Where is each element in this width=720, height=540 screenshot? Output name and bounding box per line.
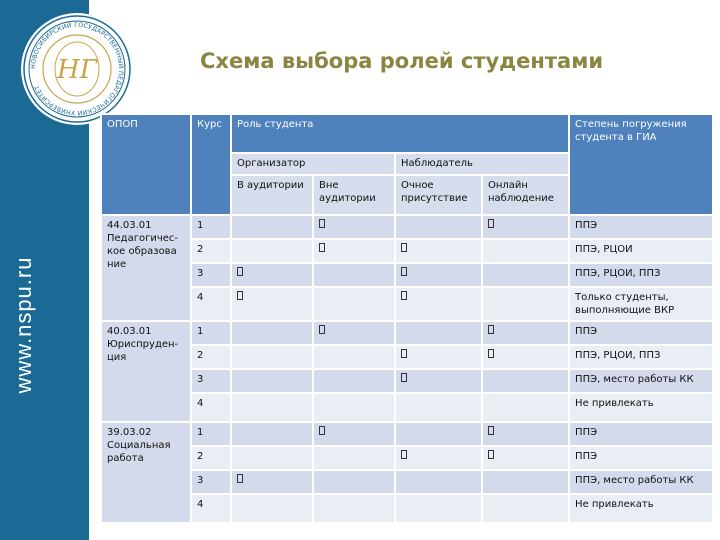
role-mark-cell — [313, 215, 395, 239]
role-mark-cell — [231, 321, 313, 345]
checkmark-icon — [237, 291, 243, 300]
header-organizer: Организатор — [231, 153, 395, 175]
header-out-room: Вне аудитории — [313, 175, 395, 215]
role-mark-cell — [231, 345, 313, 369]
role-mark-cell — [482, 446, 569, 470]
checkmark-icon — [319, 325, 325, 334]
role-mark-cell — [313, 494, 395, 523]
header-degree: Степень погружения студента в ГИА — [569, 114, 713, 215]
role-mark-cell — [482, 215, 569, 239]
role-mark-cell — [395, 239, 482, 263]
table-row — [101, 345, 713, 369]
role-mark-cell — [231, 494, 313, 523]
role-mark-cell — [395, 287, 482, 321]
role-mark-cell — [313, 345, 395, 369]
role-mark-cell — [395, 263, 482, 287]
role-mark-cell — [313, 446, 395, 470]
role-mark-cell — [482, 470, 569, 494]
roles-table — [100, 113, 714, 524]
role-mark-cell — [231, 263, 313, 287]
course-cell: 2 — [191, 345, 231, 369]
checkmark-icon — [488, 219, 494, 228]
role-mark-cell — [395, 494, 482, 523]
university-logo — [21, 13, 133, 125]
header-in-room: В аудитории — [231, 175, 313, 215]
role-mark-cell — [313, 470, 395, 494]
checkmark-icon — [237, 474, 243, 483]
role-mark-cell — [313, 393, 395, 422]
role-mark-cell — [482, 369, 569, 393]
checkmark-icon — [401, 373, 407, 382]
checkmark-icon — [488, 450, 494, 459]
table-row — [101, 446, 713, 470]
degree-cell: ППЭ, место работы КК — [569, 470, 713, 494]
table-row — [101, 263, 713, 287]
degree-cell: ППЭ — [569, 321, 713, 345]
table-row — [101, 287, 713, 321]
degree-cell: ППЭ, РЦОИ — [569, 239, 713, 263]
checkmark-icon — [319, 219, 325, 228]
role-mark-cell — [313, 422, 395, 446]
role-mark-cell — [482, 494, 569, 523]
degree-cell: ППЭ — [569, 422, 713, 446]
role-mark-cell — [231, 239, 313, 263]
role-mark-cell — [395, 393, 482, 422]
role-mark-cell — [231, 470, 313, 494]
role-mark-cell — [313, 369, 395, 393]
role-mark-cell — [395, 321, 482, 345]
degree-cell: Не привлекать — [569, 494, 713, 523]
header-course: Курс — [191, 114, 231, 215]
role-mark-cell — [231, 446, 313, 470]
checkmark-icon — [319, 426, 325, 435]
header-in-person: Очное присутствие — [395, 175, 482, 215]
header-online: Онлайн наблюдение — [482, 175, 569, 215]
role-mark-cell — [395, 446, 482, 470]
table-row — [101, 422, 713, 446]
course-cell: 1 — [191, 422, 231, 446]
table-row — [101, 321, 713, 345]
role-mark-cell — [395, 215, 482, 239]
role-mark-cell — [482, 263, 569, 287]
role-mark-cell — [313, 287, 395, 321]
table-row — [101, 369, 713, 393]
table-row — [101, 494, 713, 523]
checkmark-icon — [237, 267, 243, 276]
role-mark-cell — [313, 321, 395, 345]
course-cell: 1 — [191, 215, 231, 239]
header-role: Роль студента — [231, 114, 569, 153]
table-row — [101, 470, 713, 494]
role-mark-cell — [231, 287, 313, 321]
checkmark-icon — [319, 243, 325, 252]
checkmark-icon — [488, 426, 494, 435]
course-cell: 4 — [191, 287, 231, 321]
role-mark-cell — [395, 470, 482, 494]
checkmark-icon — [401, 243, 407, 252]
role-mark-cell — [231, 215, 313, 239]
table-row — [101, 393, 713, 422]
course-cell: 3 — [191, 263, 231, 287]
course-cell: 4 — [191, 494, 231, 523]
program-cell: 44.03.01 Педагогичес-кое образова ние — [101, 215, 191, 321]
role-mark-cell — [313, 263, 395, 287]
header-observer: Наблюдатель — [395, 153, 569, 175]
checkmark-icon — [401, 450, 407, 459]
role-mark-cell — [395, 345, 482, 369]
course-cell: 1 — [191, 321, 231, 345]
role-mark-cell — [231, 369, 313, 393]
degree-cell: ППЭ — [569, 215, 713, 239]
svg-text:НГ: НГ — [57, 55, 97, 85]
role-mark-cell — [395, 369, 482, 393]
checkmark-icon — [401, 267, 407, 276]
role-mark-cell — [482, 321, 569, 345]
table-row — [101, 215, 713, 239]
university-seal-icon — [21, 13, 133, 125]
course-cell: 3 — [191, 470, 231, 494]
checkmark-icon — [488, 325, 494, 334]
page-title: Схема выбора ролей студентами — [200, 49, 604, 73]
role-mark-cell — [482, 393, 569, 422]
degree-cell: Только студенты, выполняющие ВКР — [569, 287, 713, 321]
program-cell: 39.03.02 Социальная работа — [101, 422, 191, 523]
checkmark-icon — [488, 349, 494, 358]
header-opop: ОПОП — [101, 114, 191, 215]
checkmark-icon — [401, 349, 407, 358]
site-url[interactable]: www.nspu.ru — [11, 256, 36, 394]
table-row — [101, 239, 713, 263]
course-cell: 2 — [191, 446, 231, 470]
degree-cell: ППЭ — [569, 446, 713, 470]
course-cell: 3 — [191, 369, 231, 393]
svg-text:НОВОСИБИРСКИЙ ГОСУДАРСТВЕННЫЙ: НОВОСИБИРСКИЙ ГОСУДАРСТВЕННЫЙ ПЕДАГОГИЧЕСКИЙ УНИВЕРСИТЕТ — [29, 21, 125, 117]
role-mark-cell — [482, 345, 569, 369]
role-mark-cell — [313, 239, 395, 263]
degree-cell: ППЭ, РЦОИ, ППЗ — [569, 345, 713, 369]
degree-cell: ППЭ, место работы КК — [569, 369, 713, 393]
role-mark-cell — [231, 422, 313, 446]
role-mark-cell — [482, 422, 569, 446]
role-mark-cell — [395, 422, 482, 446]
program-cell: 40.03.01 Юриспруден-ция — [101, 321, 191, 422]
degree-cell: Не привлекать — [569, 393, 713, 422]
role-mark-cell — [231, 393, 313, 422]
course-cell: 2 — [191, 239, 231, 263]
role-mark-cell — [482, 239, 569, 263]
role-mark-cell — [482, 287, 569, 321]
course-cell: 4 — [191, 393, 231, 422]
degree-cell: ППЭ, РЦОИ, ППЗ — [569, 263, 713, 287]
checkmark-icon — [401, 291, 407, 300]
